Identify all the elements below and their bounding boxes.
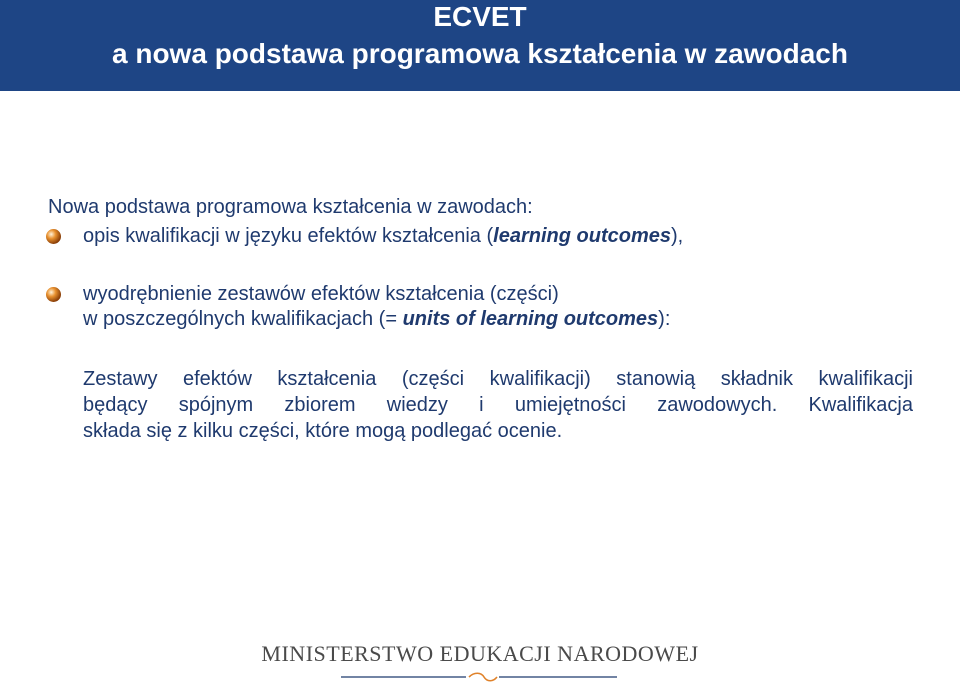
paragraph-line-1: Zestawy efektów kształcenia (części kwalifikacji) stanowią składnik kwalifikacji bbox=[83, 368, 913, 390]
intro-text: Nowa podstawa programowa kształcenia w zawodach: bbox=[48, 196, 533, 218]
slide-title: ECVET bbox=[433, 1, 527, 32]
orange-ball-bullet-icon bbox=[45, 286, 62, 303]
bullet-1-emphasis: learning outcomes bbox=[493, 225, 671, 247]
ministry-logo-ornament bbox=[341, 672, 617, 682]
bullet-2-emphasis: units of learning outcomes bbox=[402, 308, 659, 330]
description-paragraph bbox=[83, 366, 913, 444]
bullet-1-text-end: ), bbox=[670, 225, 684, 247]
orange-ball-bullet-icon bbox=[45, 228, 62, 245]
bullet-item-2 bbox=[83, 282, 670, 332]
bullet-1-text: opis kwalifikacji w języku efektów kształcenia ( bbox=[83, 225, 494, 247]
ministry-logo-text: MINISTERSTWO EDUKACJI NARODOWEJ bbox=[261, 641, 699, 666]
bullet-2-line-1: wyodrębnienie zestawów efektów kształcenia (części) bbox=[83, 283, 559, 305]
bullet-item-1 bbox=[83, 224, 683, 249]
paragraph-line-2: będący spójnym zbiorem wiedzy i umiejętności zawodowych. Kwalifikacja bbox=[83, 394, 913, 416]
bullet-2-line-2 bbox=[83, 307, 670, 332]
slide-header bbox=[0, 0, 960, 91]
bullet-2-text-end: ): bbox=[658, 308, 671, 330]
bullet-2-text: w poszczególnych kwalifikacjach (= bbox=[83, 308, 403, 330]
paragraph-line-3: składa się z kilku części, które mogą podlegać ocenie. bbox=[83, 420, 563, 442]
slide-subtitle: a nowa podstawa programowa kształcenia w zawodach bbox=[112, 38, 848, 69]
